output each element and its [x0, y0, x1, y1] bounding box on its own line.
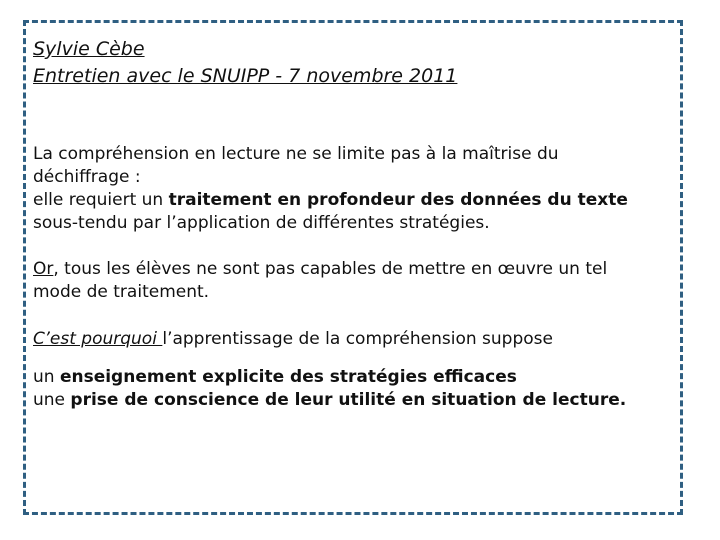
header: [33, 36, 673, 90]
p1-line-3-emphasis: traitement en profondeur des données du texte: [168, 190, 628, 210]
p3-lead-phrase: C’est pourquoi: [33, 329, 163, 349]
p4-line-2-emphasis: prise de conscience de leur utilité en situation de lecture.: [70, 390, 627, 410]
p4-line-2-text: une: [33, 390, 71, 410]
p1-line-2: déchiffrage :: [33, 167, 141, 187]
p4-line-2: [33, 389, 673, 412]
p2-line-1: [33, 258, 673, 281]
p1-line-3-text: elle requiert un: [33, 190, 169, 210]
author-name: Sylvie Cèbe: [33, 38, 145, 60]
interview-subtitle: Entretien avec le SNUIPP - 7 novembre 2011: [33, 65, 458, 87]
p1-line-4: sous-tendu par l’application de différentes stratégies.: [33, 213, 490, 233]
paragraph-or: [33, 258, 673, 304]
paragraph-cest-pourquoi: [33, 328, 673, 351]
paragraph-enseignement: [33, 366, 673, 412]
p2-lead-word: Or: [33, 259, 54, 279]
p2-line-2: mode de traitement.: [33, 282, 210, 302]
p2-line-1-text: , tous les élèves ne sont pas capables de mettre en œuvre un tel: [53, 259, 608, 279]
p1-line-3: [33, 189, 673, 212]
p3-line-1: [33, 328, 673, 351]
p3-line-1-text: l’apprentissage de la compréhension suppose: [162, 329, 553, 349]
p4-line-1-text: un: [33, 367, 60, 387]
p1-line-1: La compréhension en lecture ne se limite pas à la maîtrise du: [33, 144, 559, 164]
paragraph-comprehension: [33, 143, 673, 235]
slide-content: [33, 36, 673, 412]
p4-line-1-emphasis: enseignement explicite des stratégies efficaces: [59, 367, 517, 387]
p4-line-1: [33, 366, 673, 389]
